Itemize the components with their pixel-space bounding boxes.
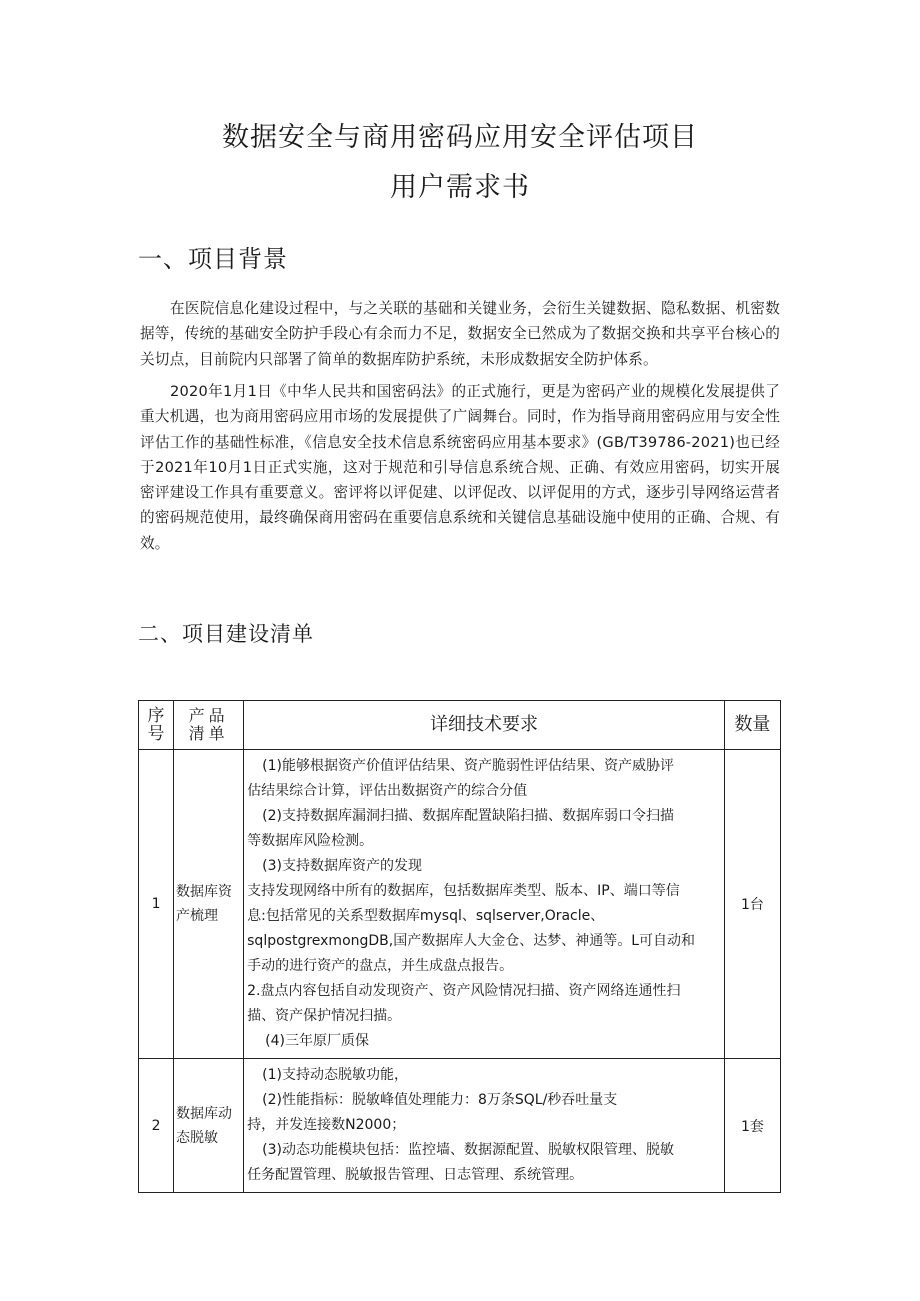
section-heading-checklist: 二、项目建设清单 bbox=[138, 622, 314, 646]
detail-line: 持，并发连接数N2000； bbox=[247, 1117, 406, 1133]
header-detail: 详细技术要求 bbox=[244, 701, 725, 750]
detail-line: 息:包括常见的关系型数据库mysql、sqlserver,Oracle、 bbox=[247, 908, 605, 924]
requirements-table bbox=[138, 700, 781, 1193]
header-product bbox=[174, 701, 244, 750]
detail-line: 手动的进行资产的盘点，并生成盘点报告。 bbox=[247, 958, 514, 974]
detail-line: (3)支持数据库资产的发现 bbox=[262, 858, 422, 874]
row-product-line: 态脱敏 bbox=[176, 1129, 219, 1146]
document-title: 数据安全与商用密码应用安全评估项目 bbox=[222, 122, 698, 153]
background-paragraph-1: 在医院信息化建设过程中，与之关联的基础和关键业务，会衍生关键数据、隐私数据、机密数据等，传统的基础安全防护手段心有余而力不足，数据安全已然成为了数据交换和共享平台核心的关切点，目前院内只部署了简单的数据库防护系统，未形成数据安全防护体系。 bbox=[140, 300, 780, 368]
row-detail bbox=[244, 1059, 725, 1193]
background-paragraph-2: 2020年1月1日《中华人民共和国密码法》的正式施行，更是为密码产业的规模化发展提供了重大机遇，也为商用密码应用市场的发展提供了广阔舞台。同时，作为指导商用密码应用与安全性评估工作的基础性标准，《信息安全技术信息系统密码应用基本要求》(GB/T39786-2021)也已经于2021年10月1日正式实施，这对于规范和引导信息系统合规、正确、有效应用密码，切实开展密评建设工作具有重要意义。密评将以评促建、以评促改、以评促用的方式，逐步引导网络运营者的密码规范使用，最终确保商用密码在重要信息系统和关键信息基础设施中使用的正确、合规、有效。 bbox=[140, 383, 780, 552]
detail-line: 描、资产保护情况扫描。 bbox=[247, 1008, 402, 1024]
header-qty: 数量 bbox=[724, 701, 780, 750]
detail-line: (1)能够根据资产价值评估结果、资产脆弱性评估结果、资产威胁评 bbox=[262, 758, 674, 774]
row-detail bbox=[244, 750, 725, 1059]
detail-line: sqlpostgrexmongDB,国产数据库人大金仓、达梦、神通等。L可自动和 bbox=[247, 933, 696, 949]
document-subtitle: 用户需求书 bbox=[390, 172, 530, 203]
row-no: 1 bbox=[139, 750, 174, 1059]
header-product-line: 产品 bbox=[188, 706, 229, 725]
detail-line: (2)支持数据库漏洞扫描、数据库配置缺陷扫描、数据库弱口令扫描 bbox=[262, 808, 674, 824]
row-qty: 1套 bbox=[724, 1059, 780, 1193]
detail-line: 任务配置管理、脱敏报告管理、日志管理、系统管理。 bbox=[247, 1167, 584, 1183]
section-heading-background: 一、项目背景 bbox=[138, 245, 288, 273]
detail-line: 估结果综合计算，评估出数据资产的综合分值 bbox=[247, 783, 528, 799]
detail-line: (2)性能指标：脱敏峰值处理能力：8万条SQL/秒吞吐量支 bbox=[262, 1092, 618, 1108]
table-row bbox=[139, 750, 781, 1059]
table-header-row bbox=[139, 701, 781, 750]
header-product-line: 清单 bbox=[188, 724, 229, 743]
detail-line: 2.盘点内容包括自动发现资产、资产风险情况扫描、资产网络连通性扫 bbox=[247, 983, 681, 999]
row-product-line: 数据库资 bbox=[176, 884, 233, 900]
detail-line: (3)动态功能模块包括：监控墙、数据源配置、脱敏权限管理、脱敏 bbox=[262, 1142, 674, 1158]
header-no bbox=[139, 701, 174, 750]
table-row bbox=[139, 1059, 781, 1193]
row-no: 2 bbox=[139, 1059, 174, 1193]
row-qty: 1台 bbox=[724, 750, 780, 1059]
header-no-line: 号 bbox=[147, 724, 165, 744]
detail-line: (1)支持动态脱敏功能， bbox=[262, 1067, 408, 1083]
detail-line: (4)三年原厂质保 bbox=[265, 1033, 369, 1049]
detail-line: 等数据库风险检测。 bbox=[247, 833, 374, 849]
detail-line: 支持发现网络中所有的数据库，包括数据库类型、版本、IP、端口等信 bbox=[247, 883, 680, 899]
row-product bbox=[174, 1059, 244, 1193]
row-product bbox=[174, 750, 244, 1059]
row-product-line: 产梳理 bbox=[176, 908, 219, 924]
header-no-line: 序 bbox=[147, 706, 165, 726]
row-product-line: 数据库动 bbox=[176, 1105, 233, 1122]
